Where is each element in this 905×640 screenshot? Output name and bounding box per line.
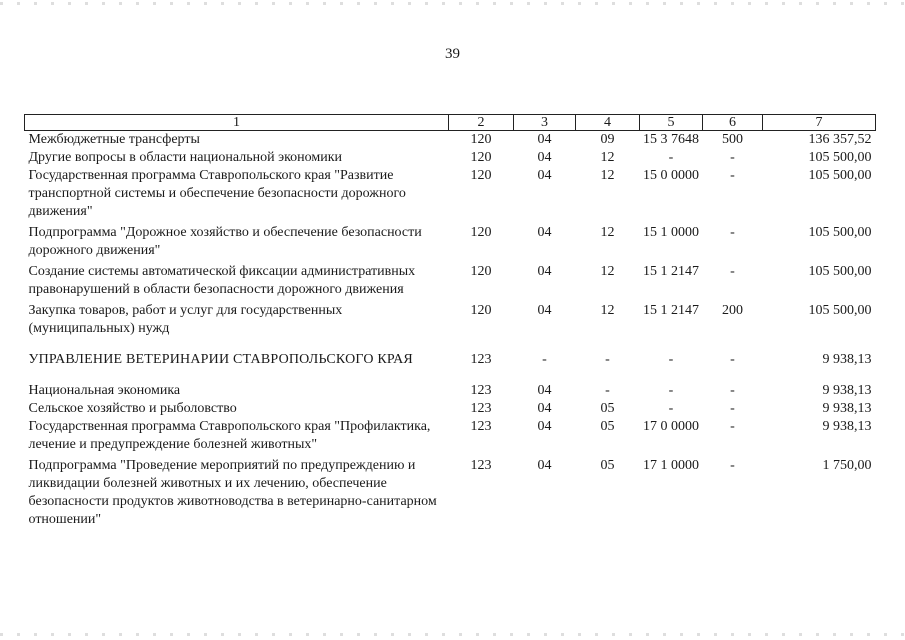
row-code-3: 04 — [537, 132, 552, 147]
scan-artifact-top — [0, 2, 905, 5]
row-code-5: 15 0 0000 — [643, 168, 699, 183]
department-row — [25, 351, 876, 382]
row-amount: 136 357,52 — [808, 132, 872, 147]
column-header-1: 1 — [25, 115, 449, 131]
row-name: Государственная программа Ставропольского края "Развитие транспортной системы и обеспечение безопасности дорожного движения" — [28, 168, 406, 219]
row-code-5: 15 1 0000 — [643, 225, 699, 240]
page-number: 39 — [445, 46, 460, 62]
row-code-3: 04 — [537, 458, 552, 473]
row-code-2: 120 — [470, 264, 492, 279]
row-code-4: 05 — [600, 401, 615, 416]
row-code-2: 123 — [470, 383, 492, 398]
row-code-5: - — [668, 150, 674, 165]
row-code-2: 120 — [470, 303, 492, 318]
row-code-5: - — [668, 401, 674, 416]
table-row — [25, 131, 876, 150]
row-code-3: 04 — [537, 419, 552, 434]
row-code-4: 12 — [600, 264, 615, 279]
row-code-2: 120 — [470, 132, 492, 147]
row-code-4: 12 — [600, 225, 615, 240]
row-name: Межбюджетные трансферты — [28, 132, 200, 147]
row-amount: 105 500,00 — [808, 303, 872, 318]
row-amount: 105 500,00 — [808, 150, 872, 165]
row-name: Государственная программа Ставропольского края "Профилактика, лечение и предупреждение болезней животных" — [28, 419, 431, 452]
row-code-3: 04 — [537, 150, 552, 165]
row-amount: 105 500,00 — [808, 264, 872, 279]
row-code-6: - — [730, 458, 735, 473]
row-code-5: 17 0 0000 — [643, 419, 699, 434]
row-name: Национальная экономика — [28, 383, 181, 398]
scan-artifact-bottom — [0, 633, 905, 636]
row-code-4: 12 — [600, 150, 615, 165]
row-name: Создание системы автоматической фиксации административных правонарушений в области безопасности дорожного движения — [28, 264, 416, 297]
table-row — [25, 382, 876, 400]
table-row — [25, 224, 876, 263]
row-code-4: 05 — [600, 458, 615, 473]
row-code-6: - — [730, 168, 735, 183]
row-name: Закупка товаров, работ и услуг для государственных (муниципальных) нужд — [28, 303, 343, 336]
header-row — [25, 115, 876, 131]
row-code-3: 04 — [537, 401, 552, 416]
row-code-6: 200 — [722, 303, 743, 318]
row-name: Другие вопросы в области национальной экономики — [28, 150, 343, 165]
row-amount: 9 938,13 — [822, 419, 872, 434]
row-amount: 105 500,00 — [808, 168, 872, 183]
row-code-4: - — [605, 383, 610, 398]
row-code-2: 120 — [470, 168, 492, 183]
row-code-6: - — [730, 225, 735, 240]
row-code-5: 15 1 2147 — [643, 264, 699, 279]
row-code-6: - — [730, 401, 735, 416]
row-code-2: 123 — [470, 458, 492, 473]
row-code-4: 09 — [600, 132, 615, 147]
row-amount: 1 750,00 — [822, 458, 872, 473]
table-row — [25, 457, 876, 529]
row-code-6: - — [730, 383, 735, 398]
row-code-3: - — [542, 352, 547, 367]
column-header-2: 2 — [449, 115, 514, 131]
row-amount: 9 938,13 — [822, 352, 872, 367]
row-code-5: 15 3 7648 — [643, 132, 699, 147]
row-name: Сельское хозяйство и рыболовство — [28, 401, 237, 416]
row-code-3: 04 — [537, 264, 552, 279]
row-code-3: 04 — [537, 303, 552, 318]
row-code-4: 12 — [600, 168, 615, 183]
department-name: УПРАВЛЕНИЕ ВЕТЕРИНАРИИ СТАВРОПОЛЬСКОГО КРАЯ — [28, 352, 413, 367]
row-code-5: 17 1 0000 — [643, 458, 699, 473]
row-code-2: 123 — [470, 419, 492, 434]
budget-table — [24, 114, 876, 529]
row-code-6: - — [730, 150, 735, 165]
row-code-3: 04 — [537, 383, 552, 398]
row-name: Подпрограмма "Дорожное хозяйство и обеспечение безопасности дорожного движения" — [28, 225, 422, 258]
column-header-5: 5 — [640, 115, 703, 131]
row-amount: 105 500,00 — [808, 225, 872, 240]
column-header-7: 7 — [763, 115, 876, 131]
row-amount: 9 938,13 — [822, 383, 872, 398]
row-code-3: 04 — [537, 168, 552, 183]
row-code-2: 123 — [470, 352, 492, 367]
table-row — [25, 167, 876, 224]
column-header-6: 6 — [703, 115, 763, 131]
row-code-5: 15 1 2147 — [643, 303, 699, 318]
row-code-3: 04 — [537, 225, 552, 240]
row-code-4: - — [605, 352, 610, 367]
table-row — [25, 418, 876, 457]
row-amount: 9 938,13 — [822, 401, 872, 416]
row-name: Подпрограмма "Проведение мероприятий по предупреждению и ликвидации болезней животных и их лечению, обеспечение безопасности продуктов животноводства в ветеринарно-санитарном отношении" — [28, 458, 437, 527]
row-code-6: 500 — [722, 132, 743, 147]
table-row — [25, 302, 876, 351]
column-header-4: 4 — [576, 115, 640, 131]
row-code-2: 123 — [470, 401, 492, 416]
row-code-6: - — [730, 419, 735, 434]
table-row — [25, 149, 876, 167]
row-code-5: - — [668, 383, 674, 398]
row-code-4: 05 — [600, 419, 615, 434]
column-header-3: 3 — [514, 115, 576, 131]
row-code-2: 120 — [470, 150, 492, 165]
table-row — [25, 263, 876, 302]
row-code-5: - — [668, 352, 674, 367]
row-code-6: - — [730, 264, 735, 279]
table-row — [25, 400, 876, 418]
row-code-4: 12 — [600, 303, 615, 318]
row-code-2: 120 — [470, 225, 492, 240]
row-code-6: - — [730, 352, 735, 367]
